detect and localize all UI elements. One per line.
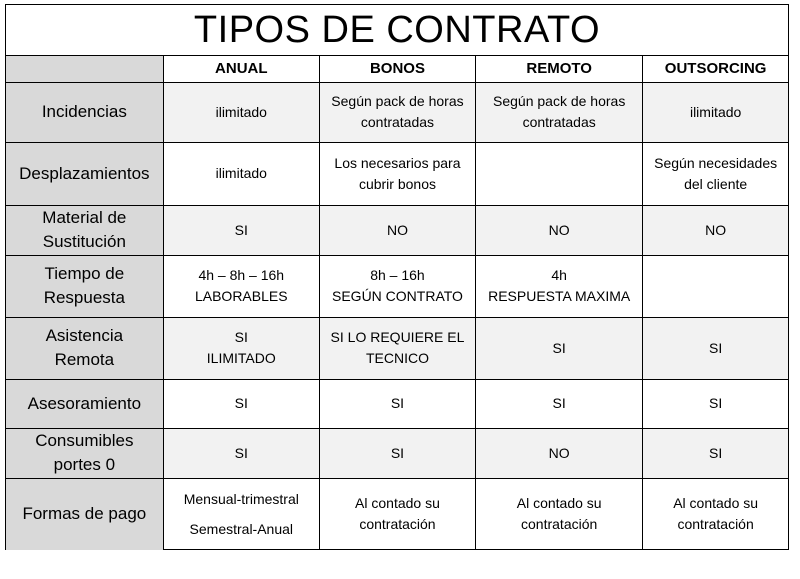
cell-line: RESPUESTA MAXIMA xyxy=(488,288,631,304)
cell-line: 4h – 8h – 16h xyxy=(198,267,285,283)
cell-remoto xyxy=(476,142,643,205)
cell-bonos xyxy=(319,205,475,255)
column-header-remoto: REMOTO xyxy=(476,56,643,82)
cell-bonos xyxy=(319,142,475,205)
cell-line: ILIMITADO xyxy=(206,350,276,366)
cell-line: Mensual-trimestral xyxy=(183,490,299,507)
cell-line: Al contado su xyxy=(673,495,759,512)
row-header xyxy=(6,379,163,428)
cell-line: SI xyxy=(234,329,248,345)
cell-outsorcing xyxy=(643,142,788,205)
cell-anual xyxy=(163,255,319,317)
cell-line: Al contado su xyxy=(355,495,440,512)
row-header xyxy=(6,428,163,478)
header-row xyxy=(6,56,788,82)
cell-line: SI xyxy=(709,395,723,411)
cell-line: NO xyxy=(548,444,570,461)
cell-line: ilimitado xyxy=(215,103,267,120)
cell-line: contratación xyxy=(521,516,598,533)
row-header-line: Asesoramiento xyxy=(27,393,142,413)
cell-line: 8h – 16h xyxy=(370,267,425,283)
contract-table xyxy=(6,56,788,550)
cell-remoto xyxy=(476,428,643,478)
row-header-line: Incidencias xyxy=(41,102,127,121)
cell-line: SI xyxy=(552,395,566,411)
cell-remoto xyxy=(476,379,643,428)
cell-bonos xyxy=(319,379,475,428)
row-header-line: portes 0 xyxy=(53,455,116,474)
cell-bonos xyxy=(319,428,475,478)
table-row xyxy=(6,142,788,205)
cell-line: contratación xyxy=(677,516,754,533)
corner-cell xyxy=(6,56,163,82)
row-header-line: Sustitución xyxy=(42,232,126,251)
cell-line: SI xyxy=(390,444,405,461)
row-header-line: Formas de pago xyxy=(22,504,147,524)
cell-line: SI xyxy=(234,395,248,411)
cell-line: 4h xyxy=(551,267,567,283)
table-row xyxy=(6,428,788,478)
cell-outsorcing xyxy=(643,317,788,379)
cell-remoto xyxy=(476,82,643,142)
cell-line: contratadas xyxy=(522,114,596,130)
table-row xyxy=(6,379,788,428)
cell-line: SI xyxy=(390,395,405,411)
table-body xyxy=(6,82,788,550)
cell-line: NO xyxy=(386,221,408,238)
cell-bonos xyxy=(319,82,475,142)
cell-line: SEGÚN CONTRATO xyxy=(332,288,463,304)
cell-bonos xyxy=(319,317,475,379)
cell-outsorcing xyxy=(643,255,788,317)
row-header-line: Asistencia xyxy=(45,326,124,345)
contract-types-sheet xyxy=(5,4,789,550)
cell-line: Los necesarios para xyxy=(334,154,461,171)
table-row xyxy=(6,82,788,142)
cell-line: NO xyxy=(705,221,727,238)
row-header-line: Tiempo de xyxy=(44,264,125,283)
page-title: TIPOS DE CONTRATO xyxy=(6,5,788,56)
cell-remoto xyxy=(476,205,643,255)
cell-remoto xyxy=(476,255,643,317)
cell-line: SI xyxy=(234,221,248,238)
cell-line: SI xyxy=(552,339,566,356)
cell-line: SI xyxy=(234,444,248,461)
cell-line: TECNICO xyxy=(365,350,429,366)
cell-line: contratación xyxy=(359,516,436,533)
row-header xyxy=(6,205,163,255)
cell-remoto xyxy=(476,317,643,379)
cell-line: SI xyxy=(709,444,723,461)
cell-outsorcing xyxy=(643,82,788,142)
row-header xyxy=(6,142,163,205)
row-header xyxy=(6,255,163,317)
cell-line: Semestral-Anual xyxy=(189,520,294,537)
row-header-line: Consumibles xyxy=(35,431,134,450)
cell-line: ilimitado xyxy=(689,103,742,120)
cell-line: LABORABLES xyxy=(194,288,288,304)
cell-anual xyxy=(163,205,319,255)
row-header xyxy=(6,478,163,550)
table-row xyxy=(6,255,788,317)
cell-line: del cliente xyxy=(684,175,748,192)
row-header-line: Remota xyxy=(54,350,115,369)
cell-outsorcing xyxy=(643,205,788,255)
row-header-line: Material de xyxy=(42,208,127,227)
cell-outsorcing xyxy=(643,428,788,478)
cell-anual xyxy=(163,317,319,379)
cell-line: contratadas xyxy=(360,114,435,130)
column-header-anual: ANUAL xyxy=(163,56,319,82)
cell-line: Según necesidades xyxy=(654,154,778,171)
table-row xyxy=(6,317,788,379)
column-header-outsorcing: OUTSORCING xyxy=(643,56,788,82)
cell-anual xyxy=(163,428,319,478)
cell-remoto xyxy=(476,478,643,550)
cell-line: SI xyxy=(709,339,723,356)
cell-line: cubrir bonos xyxy=(358,175,436,192)
table-row xyxy=(6,478,788,550)
cell-outsorcing xyxy=(643,478,788,550)
cell-line: ilimitado xyxy=(215,165,267,181)
cell-line: NO xyxy=(548,221,570,238)
cell-anual xyxy=(163,379,319,428)
column-header-bonos: BONOS xyxy=(319,56,475,82)
cell-bonos xyxy=(319,255,475,317)
cell-line: SI LO REQUIERE EL xyxy=(330,329,465,345)
row-header xyxy=(6,82,163,142)
cell-line: Según pack de horas xyxy=(331,93,464,109)
cell-line: Según pack de horas xyxy=(493,93,626,109)
table-row xyxy=(6,205,788,255)
cell-anual xyxy=(163,82,319,142)
cell-line: Al contado su xyxy=(516,495,602,512)
cell-outsorcing xyxy=(643,379,788,428)
row-header xyxy=(6,317,163,379)
cell-anual xyxy=(163,478,319,550)
row-header-line: Respuesta xyxy=(43,288,125,307)
row-header-line: Desplazamientos xyxy=(19,163,150,183)
cell-anual xyxy=(163,142,319,205)
cell-bonos xyxy=(319,478,475,550)
